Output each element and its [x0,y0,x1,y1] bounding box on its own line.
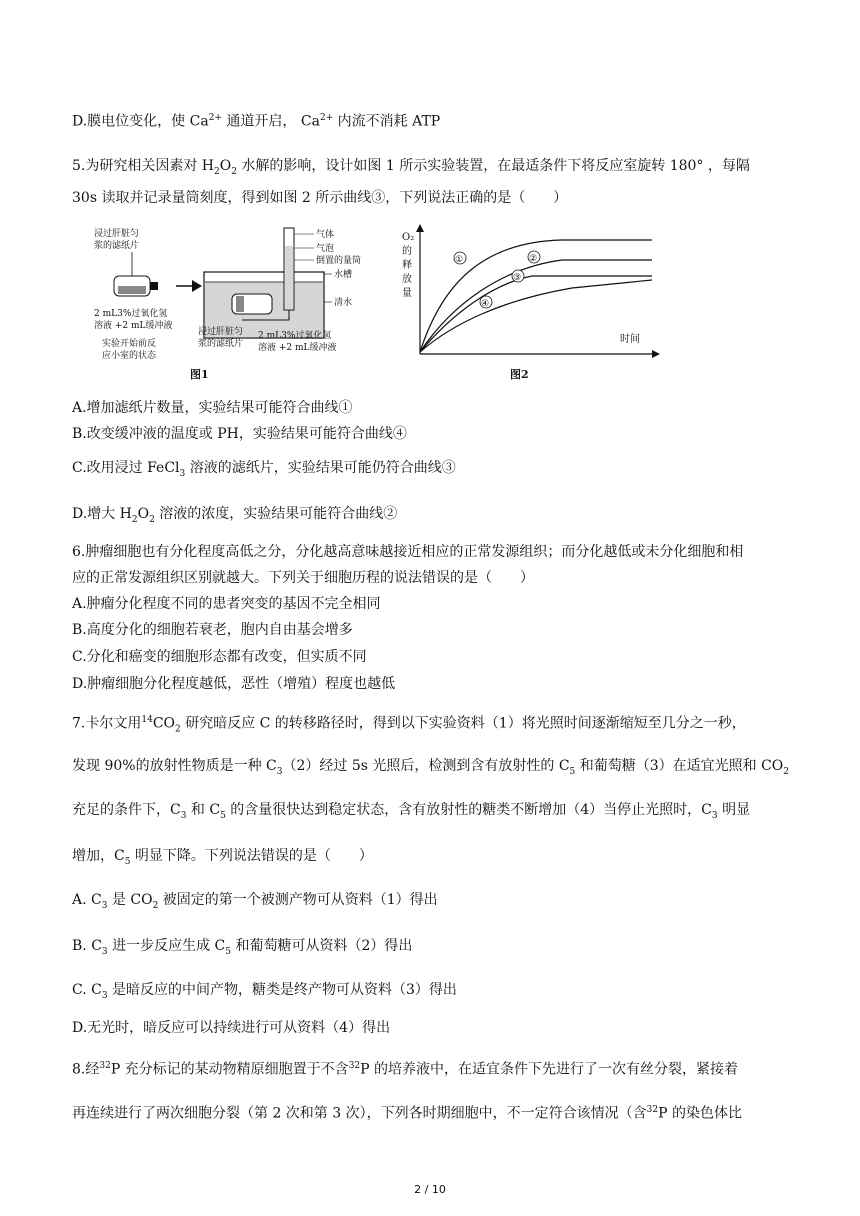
fig1-label-filter-2: 浆的滤纸片 [94,241,140,251]
q7-option-d: D.无光时，暗反应可以持续进行可从资料（4）得出 [72,1020,391,1036]
fig2-xlabel: 时间 [620,334,640,345]
question-7-stem-line4: 增加，$C_5$ 明显下降。下列说法错误的是（ ） [72,848,373,867]
question-8-stem-line2: 再连续进行了两次细胞分裂（第 2 次和第 3 次），下列各时期细胞中，不一定符合该情况（含$^{32}$P 的染色体比 [72,1105,742,1122]
q5-option-a: A.增加滤纸片数量，实验结果可能符合曲线① [72,400,353,416]
figure1-arrow [176,280,202,292]
question-5-stem: 5.为研究相关因素对 $H_2O_2$ 水解的影响，设计如图 1 所示实验装置，在最适条件下将反应室旋转 180° ，每隔 [72,158,750,177]
question-5-figures [92,224,772,392]
fig1-label-solution-1: 2 mL3%过氧化氢 [94,309,168,319]
fig2-ylabel-o2: O₂ [402,232,415,243]
q5-option-c: C.改用浸过 FeCl$_3$ 溶液的滤纸片，实验结果可能仍符合曲线③ [72,460,456,479]
figure1-apparatus [190,228,361,381]
fig2-curve-4: ④ [481,299,490,309]
q6-option-c: C.分化和癌变的细胞形态都有改变，但实质不同 [72,649,367,665]
fig2-curve-2: ② [529,254,538,264]
q6-option-b: B.高度分化的细胞若衰老，胞内自由基会增多 [72,622,353,638]
fig1-label-cylinder: 倒置的量筒 [316,256,362,266]
q5-option-d: D.增大 $H_2O_2$ 溶液的浓度，实验结果可能符合曲线② [72,506,398,525]
fig2-curve-3: ③ [513,273,522,283]
q6-option-d: D.肿瘤细胞分化程度越低，恶性（增殖）程度也越低 [72,676,396,692]
fig1-label-filter-b2: 浆的滤纸片 [198,339,244,349]
fig1-label-water: 清水 [334,298,353,308]
fig2-curve-1: ① [455,255,464,265]
q7-option-a: A. $C_3$ 是 $CO_2$ 被固定的第一个被测产物可从资料（1）得出 [72,892,438,911]
question-8-stem-line1: 8.经$^{32}$P 充分标记的某动物精原细胞置于不含$^{32}$P 的培养液中，在适宜条件下先进行了一次有丝分裂，紧接着 [72,1061,739,1078]
q5-option-b: B.改变缓冲液的温度或 PH，实验结果可能符合曲线④ [72,426,407,442]
fig1-label-solution-2: 溶液 +2 mL缓冲液 [94,321,173,331]
q7-option-c: C. $C_3$ 是暗反应的中间产物，糖类是终产物可从资料（3）得出 [72,982,457,1001]
fig1-label-tank: 水槽 [334,270,353,280]
figure1-chamber-before [94,227,173,361]
fig1-label-sol-b2: 溶液 +2 mL缓冲液 [258,343,337,353]
fig2-ylabel-1: 的 [402,246,412,257]
option-d-membrane: D.膜电位变化，使 $Ca^{2+}$ 通道开启， $Ca^{2+}$ 内流不消耗 ATP [72,113,441,130]
q6-option-a: A.肿瘤分化程度不同的患者突变的基因不完全相同 [72,596,381,612]
fig2-ylabel-2: 释 [402,260,412,271]
question-6-stem-line2: 应的正常发源组织区别就越大。下列关于细胞历程的说法错误的是（ ） [72,570,534,586]
fig1-label-state-1: 实验开始前反 [102,339,157,349]
fig1-label-sol-b1: 2 mL3%过氧化氢 [258,331,332,341]
fig1-label-filter-b1: 浸过肝脏匀 [198,327,244,337]
fig2-ylabel-4: 量 [402,288,412,299]
fig2-caption: 图2 [510,368,529,381]
fig2-ylabel-3: 放 [402,274,412,285]
q7-option-b: B. $C_3$ 进一步反应生成 $C_5$ 和葡萄糖可从资料（2）得出 [72,938,413,957]
figure2-graph [402,224,660,381]
question-7-stem-line1: 7.卡尔文用$^{14}CO_2$ 研究暗反应 C 的转移路径时，得到以下实验资料（1）将光照时间逐渐缩短至几分之一秒， [72,715,746,735]
fig1-label-gas: 气体 [316,230,335,240]
fig1-caption: 图1 [190,368,209,381]
fig1-label-state-2: 应小室的状态 [102,351,157,361]
fig1-label-bubble: 气泡 [316,244,335,254]
question-6-stem: 6.肿瘤细胞也有分化程度高低之分，分化越高意味越接近相应的正常发源组织；而分化越低或未分化细胞和相 [72,544,744,560]
question-7-stem-line3: 充足的条件下，$C_3$ 和 $C_5$ 的含量很快达到稳定状态，含有放射性的糖类不断增加（4）当停止光照时，$C_3$ 明显 [72,802,751,821]
fig1-label-filter-1: 浸过肝脏匀 [94,229,140,239]
question-7-stem-line2: 发现 90%的放射性物质是一种 $C_3(2)$经过 5s 光照后，检测到含有放射性的 $C_5$ 和葡萄糖（3）在适宜光照和 $CO_2$ [72,758,789,777]
page-number: 2 / 10 [414,1183,446,1196]
question-5-stem-line2: 30s 读取并记录量筒刻度，得到如图 2 所示曲线③，下列说法正确的是（ ） [72,190,568,206]
